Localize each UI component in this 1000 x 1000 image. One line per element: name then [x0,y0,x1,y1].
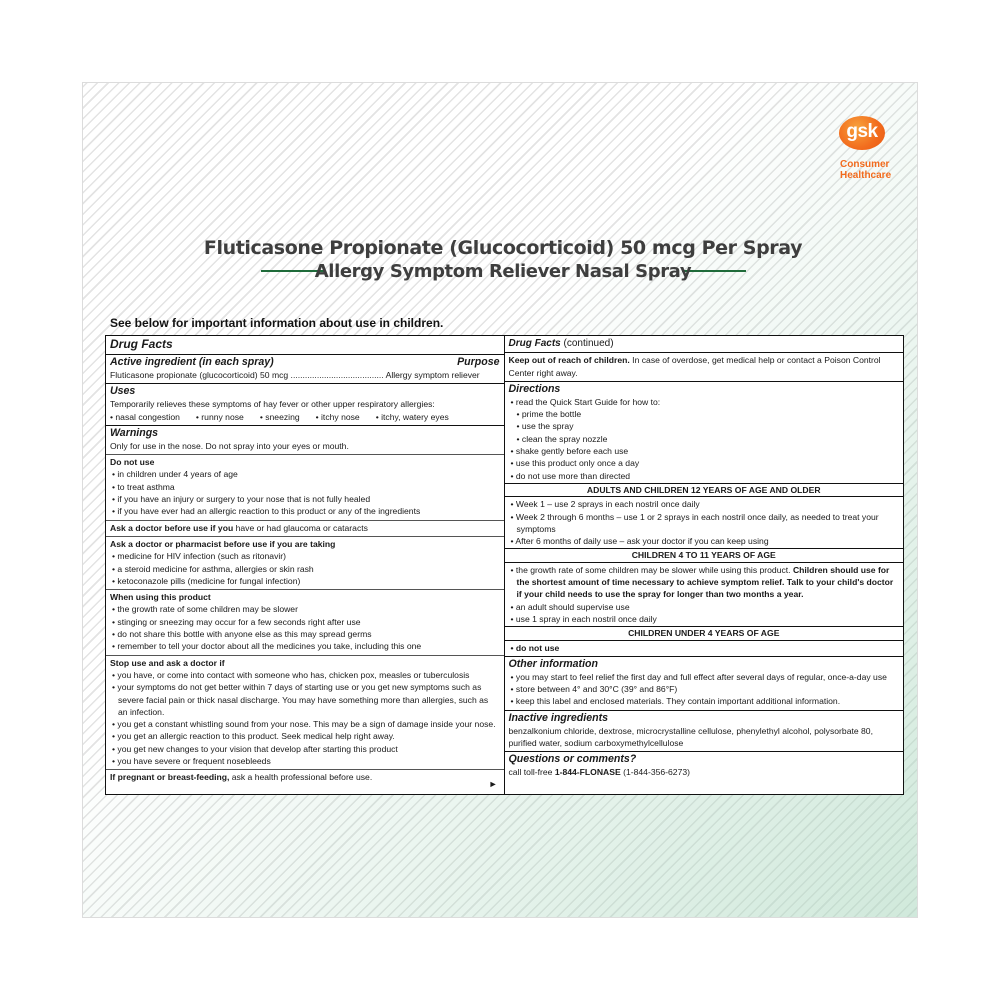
questions-pre: call toll-free [508,767,555,778]
product-subtitle: Allergy Symptom Reliever Nasal Spray [314,261,692,282]
list-item: • shake gently before each use [510,446,629,457]
continued-title: Drug Facts [508,338,561,349]
continue-arrow-icon: ► [488,778,498,789]
active-ingredient-label: Active ingredient (in each spray) [110,356,274,368]
ask-pharmacist-heading: Ask a doctor or pharmacist before use if you are taking [110,538,336,549]
inactive-section [505,711,904,753]
list-item: • ketoconazole pills (medicine for fungal infection) [112,575,301,586]
list-item: • After 6 months of daily use – ask your doctor if you can keep using [510,536,769,547]
keep-out-heading: Keep out of reach of children. [508,355,630,366]
list-item: • store between 4° and 30°C (39° and 86°F) [510,684,678,695]
warnings-heading: Warnings [110,426,159,439]
children-note: See below for important information about use in children. [110,316,444,330]
list-item: • stinging or sneezing may occur for a few seconds right after use [112,616,361,627]
list-item: • you get new changes to your vision that develop after starting this product [112,743,398,754]
questions-line [509,766,900,778]
list-item: • clean the spray nozzle [516,433,608,444]
list-item: • you may start to feel relief the first day and full effect after several days of regular, once-a-day use [510,671,887,682]
drug-facts-title: Drug Facts [110,337,173,351]
list-item: • you have, or come into contact with someone who has, chicken pox, measles or tuberculosis [112,669,470,680]
list-item: • Week 2 through 6 months – use 1 or 2 sprays in each nostril once daily, as needed to treat your symptoms [510,511,879,534]
list-item: • use the spray [516,421,574,432]
list-item: • in children under 4 years of age [112,469,238,480]
when-using-heading: When using this product [110,592,211,603]
list-item [509,564,900,601]
list-item: • prime the bottle [516,409,582,420]
list-item: • the growth rate of some children may be slower [112,604,298,615]
keep-out-text: In case of overdose, get medical help or contact a Poison Control Center right away. [508,355,881,378]
inactive-heading: Inactive ingredients [508,711,608,724]
list-item: • do not share this bottle with anyone else as this may spread germs [112,629,372,640]
list-item: • a steroid medicine for asthma, allergies or skin rash [112,563,314,574]
when-using-section [106,590,504,655]
list-item: • sneezing [259,411,300,422]
list-item: • if you have an injury or surgery to your nose that is not fully healed [112,494,371,505]
list-item: • use this product only once a day [510,458,640,469]
inactive-text: benzalkonium chloride, dextrose, microcrystalline cellulose, phenylethyl alcohol, polysorbate 80, purified water, sodium carboxymethylcellulose [508,725,873,749]
do-not-use-heading: Do not use [110,457,155,468]
stop-use-section [106,656,504,771]
list-item: • do not use [510,642,560,653]
other-info-heading: Other information [508,657,598,670]
uses-intro: Temporarily relieves these symptoms of hay fever or other upper respiratory allergies: [110,399,435,410]
list-item: • you get an allergic reaction to this product. Seek medical help right away. [112,731,395,742]
children-bold-text: Children should use for the shortest amount of time necessary to achieve symptom relief. Talk to your child's doctor if your child needs to use the spray for longer than two months a year. [516,564,894,600]
list-item: • Week 1 – use 2 sprays in each nostril once daily [510,499,700,510]
list-item: • to treat asthma [112,481,175,492]
continued-heading [505,336,904,353]
children-text: • the growth rate of some children may be slower while using this product. [510,564,791,575]
under4-band: CHILDREN UNDER 4 YEARS OF AGE [505,626,904,640]
uses-section [106,384,504,426]
active-ingredient-line: Fluticasone propionate (glucocorticoid) 50 mcg ....................................... Allergy symptom reliever [110,370,480,380]
drug-facts-right-column [505,336,904,794]
list-item: • your symptoms do not get better within 7 days of starting use or you get new symptoms such as severe facial pain or thick nasal discharge. You may have something more than allergies, such as an infection. [112,682,489,717]
purpose-label: Purpose [457,356,500,368]
drug-facts-table [105,335,904,795]
other-info-section [505,657,904,711]
product-title: Fluticasone Propionate (Glucocorticoid) 50 mcg Per Spray [203,237,803,259]
list-item: • you have severe or frequent nosebleeds [112,756,271,767]
ask-doctor-text: have or had glaucoma or cataracts [233,522,368,533]
list-item: • keep this label and enclosed materials. They contain important additional information. [510,696,841,707]
directions-heading: Directions [508,382,561,395]
ask-doctor-section [106,521,504,537]
warnings-section [106,426,504,455]
questions-post: (1-844-356-6273) [620,767,691,778]
adults-band: ADULTS AND CHILDREN 12 YEARS OF AGE AND OLDER [505,483,904,497]
list-item: • remember to tell your doctor about all the medicines you take, including this one [112,641,422,652]
ask-doctor-heading: Ask a doctor before use if you [110,522,234,533]
stop-use-heading: Stop use and ask a doctor if [110,657,225,668]
list-item: • read the Quick Start Guide for how to: [510,396,661,407]
list-item: • you get a constant whistling sound from your nose. This may be a sign of damage inside your nose. [112,719,496,730]
list-item: • do not use more than directed [510,470,631,481]
list-item: • if you have ever had an allergic reaction to this product or any of the ingredients [112,506,421,517]
pregnancy-section [106,770,504,785]
list-item: • runny nose [195,411,244,422]
continued-suffix: (continued) [560,338,614,349]
uses-heading: Uses [110,385,136,398]
active-ingredient-section [106,355,504,384]
uses-list [110,411,500,423]
warnings-intro: Only for use in the nose. Do not spray into your eyes or mouth. [110,440,349,451]
ask-pharmacist-section [106,537,504,590]
pregnancy-text: ask a health professional before use. [229,772,373,783]
keep-out-section [505,353,904,382]
phone-number[interactable]: 1-844-FLONASE [554,767,621,778]
gsk-logo: gsk [839,116,885,150]
list-item: • itchy, watery eyes [375,411,449,422]
children-band: CHILDREN 4 TO 11 YEARS OF AGE [505,548,904,562]
list-item: • use 1 spray in each nostril once daily [510,613,657,624]
drug-facts-left-column [106,336,505,794]
questions-section [505,752,904,780]
pregnancy-heading: If pregnant or breast-feeding, [110,772,230,783]
drug-facts-heading [106,336,504,355]
division-name: Consumer Healthcare [840,159,892,181]
list-item: • nasal congestion [110,411,180,422]
list-item: • medicine for HIV infection (such as ritonavir) [112,551,286,562]
list-item: • an adult should supervise use [510,601,630,612]
list-item: • itchy nose [315,411,360,422]
directions-section [505,382,904,657]
do-not-use-section [106,455,504,520]
questions-heading: Questions or comments? [508,753,637,766]
